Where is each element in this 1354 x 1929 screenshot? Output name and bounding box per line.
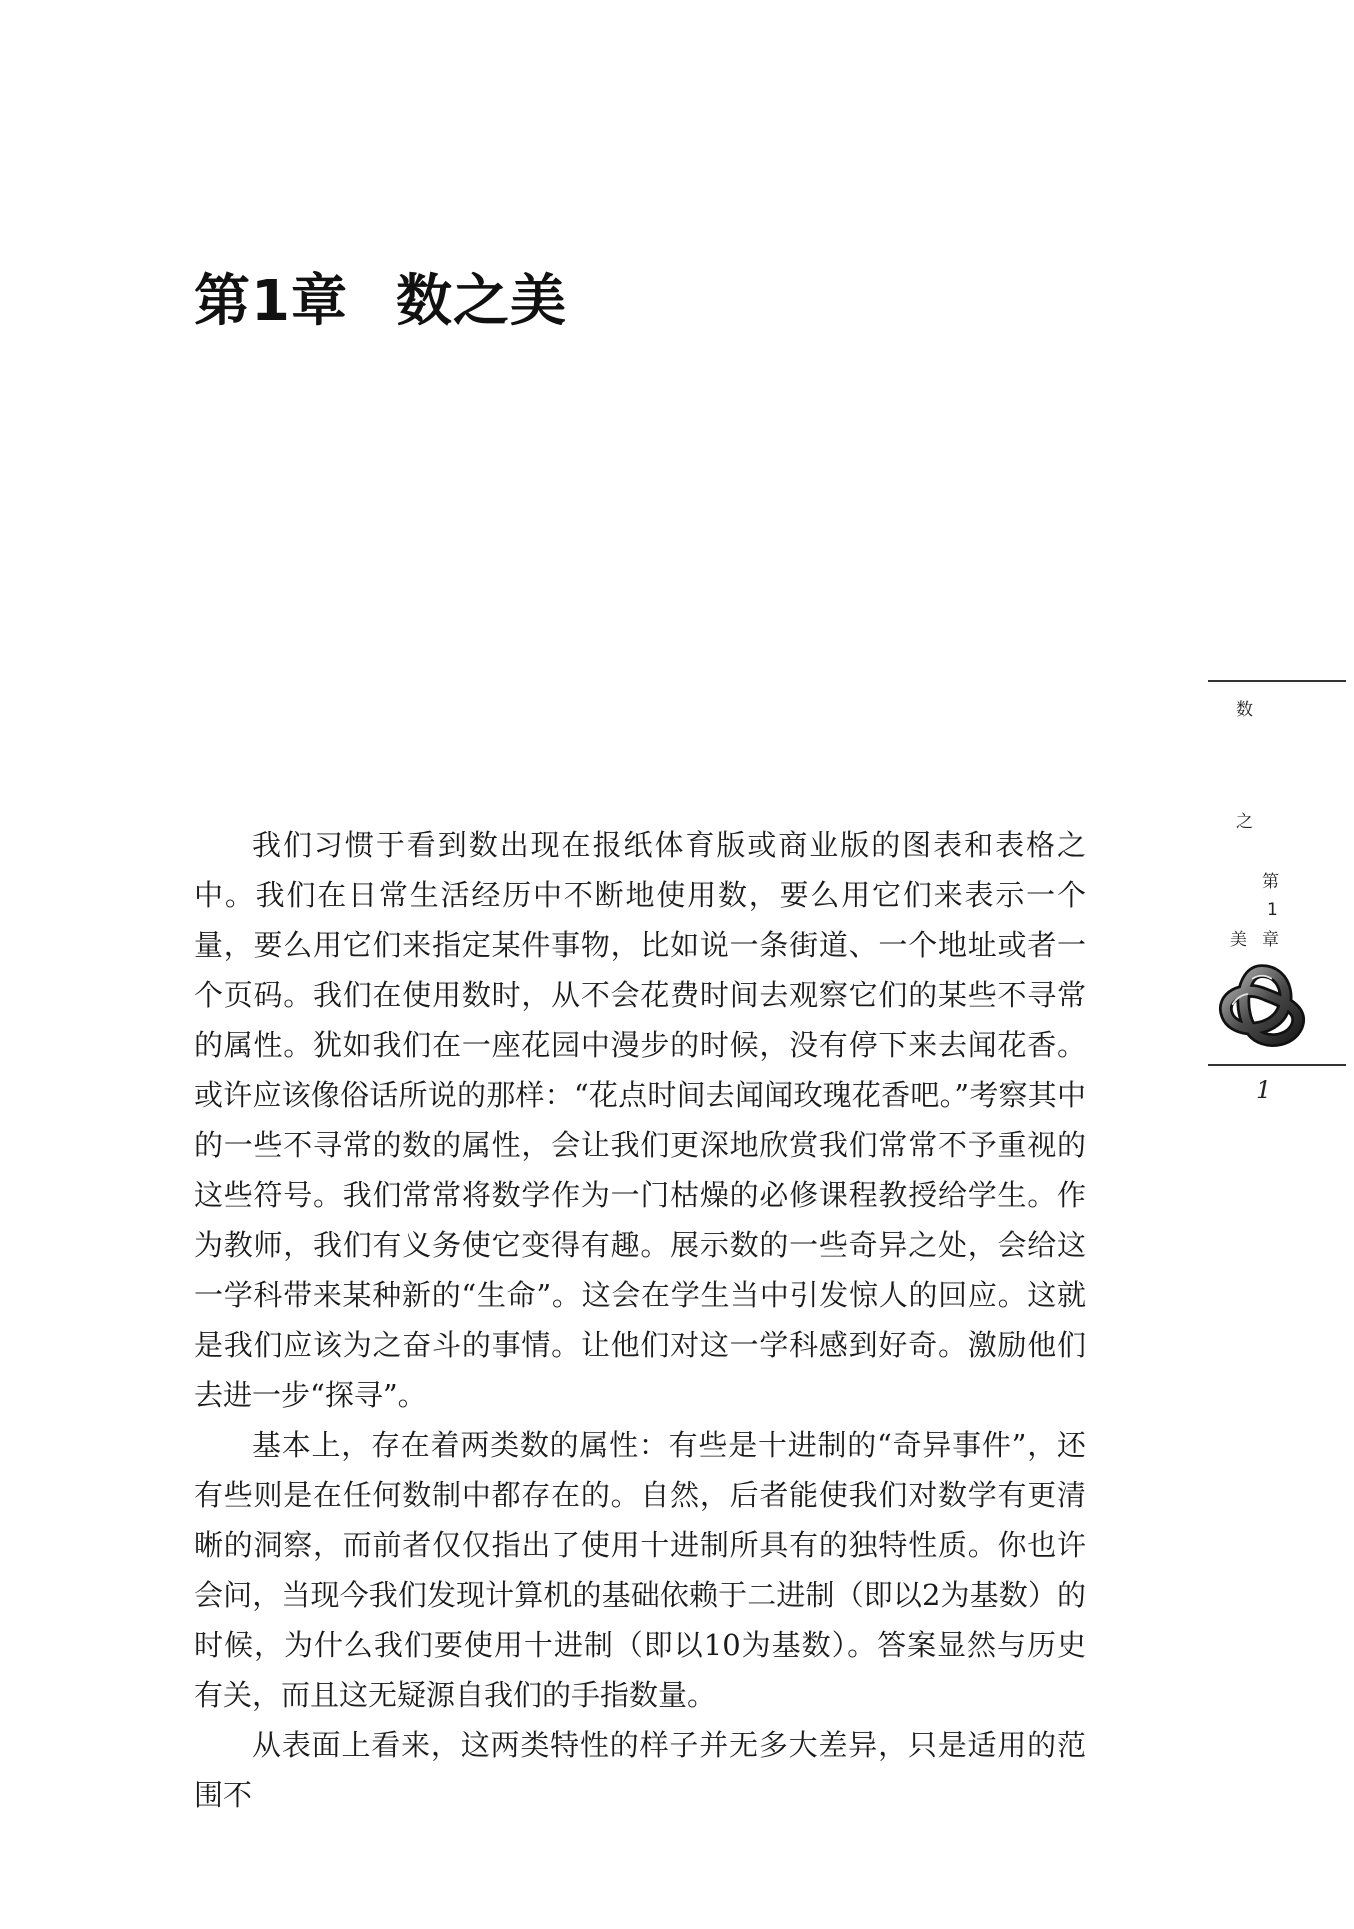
running-head-char: 章 <box>1262 930 1279 950</box>
running-head-char: 美 <box>1230 930 1247 950</box>
paragraph: 我们习惯于看到数出现在报纸体育版或商业版的图表和表格之中。我们在日常生活经历中不断地使用数，要么用它们来表示一个量，要么用它们来指定某件事物，比如说一条街道、一个地址或者一个页码。我们在使用数时，从不会花费时间去观察它们的某些不寻常的属性。犹如我们在一座花园中漫步的时候，没有停下来去闻花香。或许应该像俗话所说的那样：“花点时间去闻闻玫瑰花香吧。”考察其中的一些不寻常的数的属性，会让我们更深地欣赏我们常常不予重视的这些符号。我们常常将数学作为一门枯燥的必修课程教授给学生。作为教师，我们有义务使它变得有趣。展示数的一些奇异之处，会给这一学科带来某种新的“生命”。这会在学生当中引发惊人的回应。这就是我们应该为之奋斗的事情。让他们对这一学科感到好奇。激励他们去进一步“探寻”。 <box>194 828 1086 1412</box>
paragraph: 从表面上看来，这两类特性的样子并无多大差异，只是适用的范围不 <box>194 1728 1086 1812</box>
page-number: 1 <box>1256 1076 1272 1104</box>
running-head-char: 数 <box>1236 700 1253 720</box>
body-text <box>194 820 1086 1820</box>
chapter-number: 第1章 <box>194 269 348 334</box>
paragraph: 基本上，存在着两类数的属性：有些是十进制的“奇异事件”，还有些则是在任何数制中都存在的。自然，后者能使我们对数学有更清晰的洞察，而前者仅仅指出了使用十进制所具有的独特性质。你也许会问，当现今我们发现计算机的基础依赖于二进制（即以2为基数）的时候，为什么我们要使用十进制（即以10为基数）。答案显然与历史有关，而且这无疑源自我们的手指数量。 <box>194 1428 1086 1712</box>
running-head-char: 第 <box>1262 872 1279 892</box>
chapter-title <box>194 262 567 342</box>
running-head-tab <box>1208 680 1348 1110</box>
chapter-name: 数之美 <box>395 269 567 334</box>
running-head-char: 之 <box>1236 812 1253 832</box>
tab-top-rule <box>1208 680 1346 682</box>
trefoil-knot-icon <box>1216 962 1308 1050</box>
tab-bottom-rule <box>1208 1064 1346 1066</box>
running-head-char: 1 <box>1267 900 1278 920</box>
